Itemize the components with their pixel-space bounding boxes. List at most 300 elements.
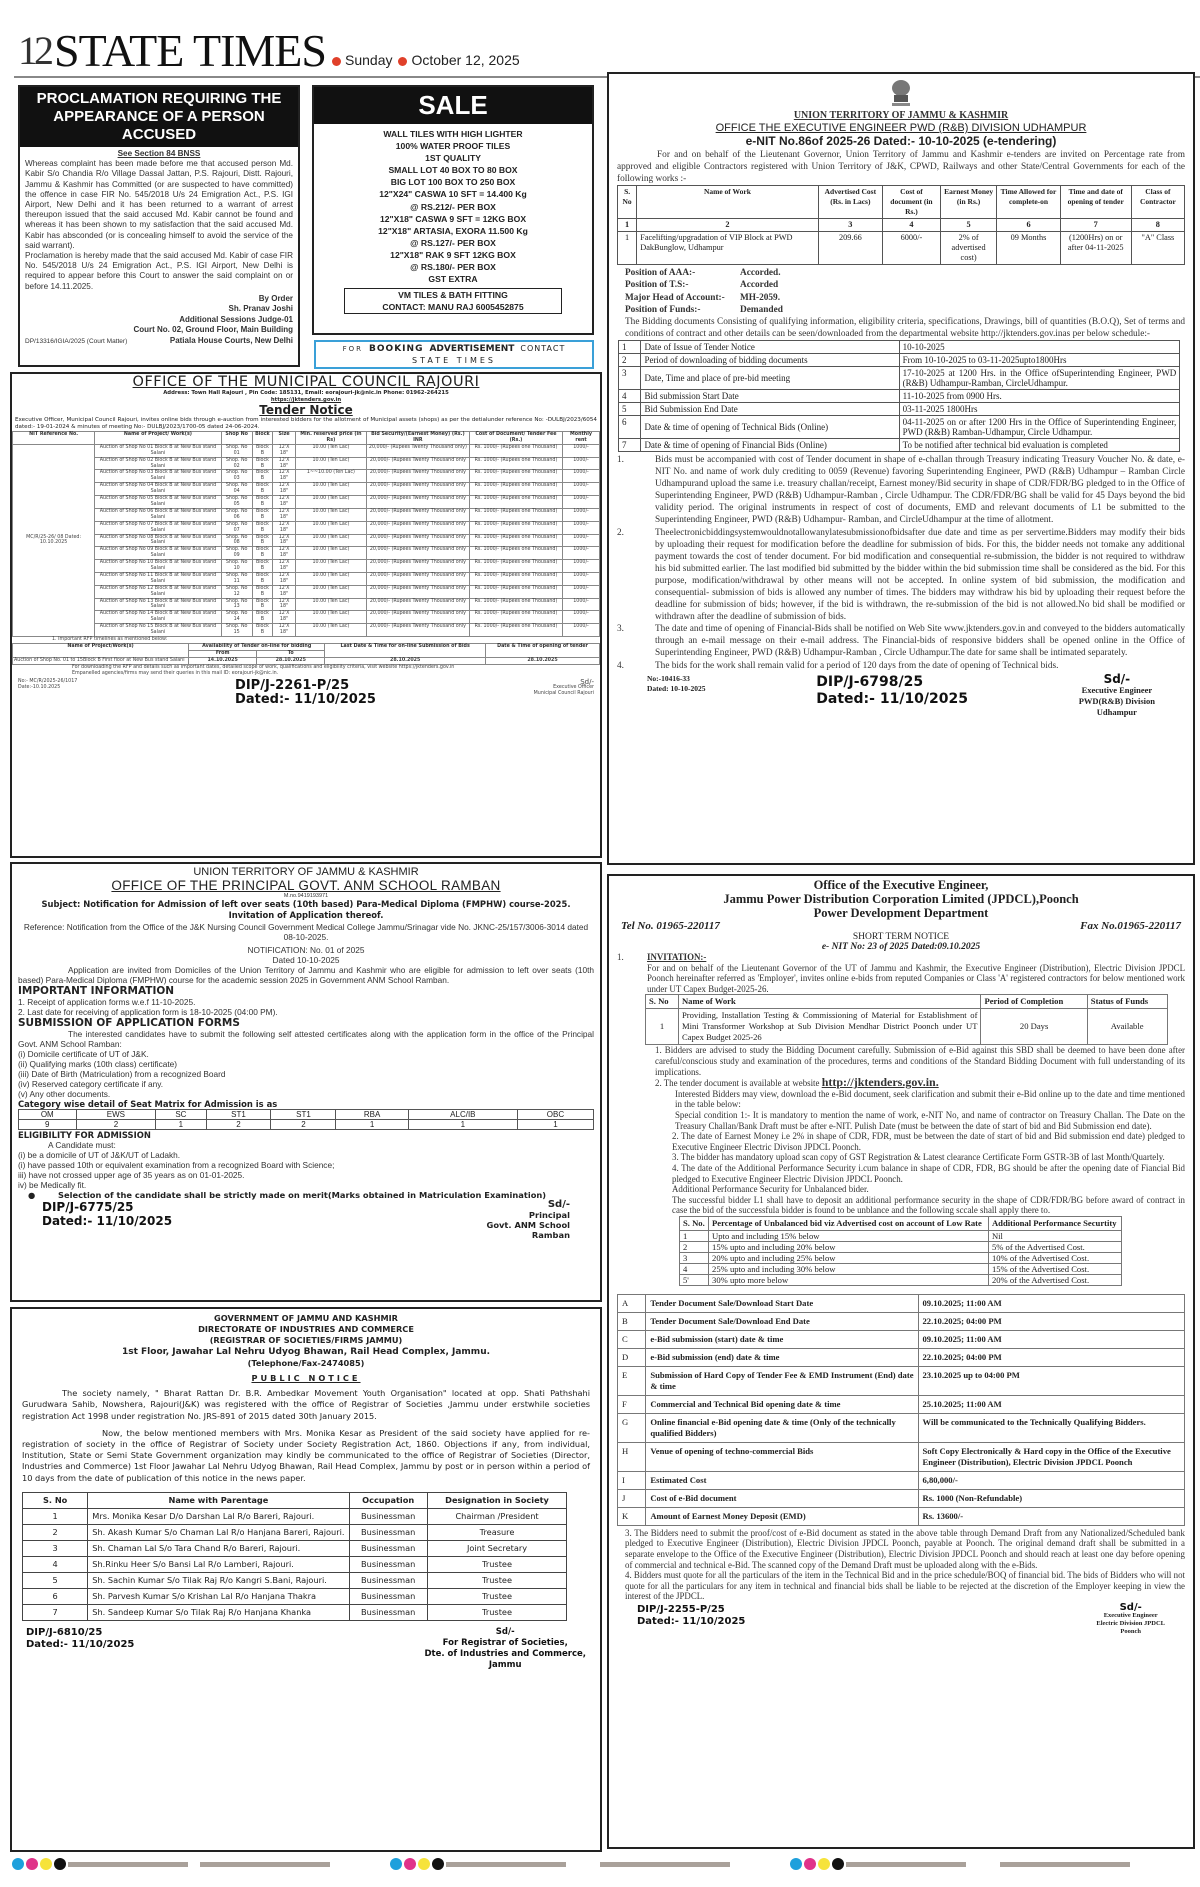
position-label: Position of Funds:- — [625, 304, 701, 315]
state-times-word: STATE TIMES — [412, 356, 496, 365]
member-sno: 1 — [23, 1508, 88, 1524]
work-cell: 1 — [618, 232, 637, 265]
newspaper-logo: STATE TIMES — [54, 25, 326, 76]
table-row — [13, 611, 600, 624]
cell-size: 12'X 18" — [273, 470, 296, 483]
cell-rent: 1000/- — [563, 496, 600, 509]
jktenders-link[interactable]: http://jktenders.gov.in. — [821, 1075, 939, 1090]
table-row — [23, 1556, 567, 1572]
anm-title: OFFICE OF THE PRINCIPAL GOVT. ANM SCHOOL RAMBAN — [111, 878, 501, 893]
cell-work: Auction of Shop No 02 Block B at New Bus stand Salani — [95, 457, 221, 470]
column-header: Monthly rent — [563, 432, 600, 445]
cell-block: Block B — [252, 496, 273, 509]
work-cell: 1 — [646, 1009, 679, 1045]
aps-cell: 15% upto and including 20% below — [709, 1241, 989, 1252]
column-number: 7 — [1060, 219, 1131, 232]
cell-rent: 1000/- — [563, 508, 600, 521]
table-row — [13, 457, 600, 470]
schedule-row — [618, 1366, 1185, 1395]
cell-cost: Rs. 1000/- (Rupees one Thousand) — [469, 560, 562, 573]
work-cell: 209.66 — [818, 232, 882, 265]
registration-line — [200, 1862, 330, 1867]
cell-shop: Shop. No 12 — [221, 585, 252, 598]
seat-count: 2 — [206, 1120, 271, 1130]
cell-shop: Shop. No 02 — [221, 457, 252, 470]
booking-advertisement-ad — [314, 340, 594, 369]
table-row — [23, 1524, 567, 1540]
cell-size: 12'X 18" — [273, 483, 296, 496]
pwd-tender-notice: UNION TERRITORY OF JAMMU & KASHMIR OFFICE THE EXECUTIVE ENGINEER PWD (R&B) DIVISION UDHAMPUR e-NIT No.86of 2025-26 Dated:- 10-10-2025 (e-tendering) For and on behalf of the Lieutenant Governor, Union Territory of Jammu and Kashmir e-tenders are invited on Percentage rate from approved and eligible Contractors registered with Union Territory of J&K, CPWD, Railways and other State/Central Governments for each of the following works :- S. No Name of Work Advertised Cost (Rs. in Lacs) Cost of document (in Rs.) Earnest Money (in Rs.) Time Allowed for complete-on Time and date of opening of tender Class of Contractor 1 2 3 4 5 6 7 8 1 Facelifting/upgradation of VIP Block at PWD DakBunglow, Udhampur 209.66 6000/- 2% of advertised cost) 09 Months (1200Hrs) on or after 04-11-2025 "A" Class Position of AAA:- Accorded. Position of T.S:- Accorded Major Head of Account:- MH-2059. Position of Funds:- Demanded The Bidding documents Consisting of qualifying information, eligibility criteria, specifications, Drawings, bill of quantities (B.O.Q), Set of terms and conditions of contract and other details can be seen/downloaded from the departmental website http://jktenders.gov.inas per below schedule:- 1 Date of Issue of Tender Notice 10-10-2025 2 Period of downloading of bidding documents From 10-10-2025 to 03-11-2025upto1800Hrs 3 Date, Time and place of pre-bid meeting 17-10-2025 at 1200 Hrs. in the Office ofSuperintending Engineer, PWD (R&B) Udhampur-Ramban, CircleUdhampur. 4 Bid submission Start Date 11-10-2025 from 0900 Hrs. 5 Bid Submission End Date 03-11-2025 1800Hrs 6 Date & time of opening of Technical Bids (Online) 04-11-2025 on or after 1200 Hrs in the Office of Superintending Engineer, PWD (R&B) Ramban-Udhampur, Circle Udhampur. 7 Date & time of opening of Financial Bids (Online) To be notified after technical bid evaluation is completed 1. Bids must be accompanied with cost of Tender document in shape of e-challan through Treasury indicating Treasury Voucher No. & date, e-NIT No. and name of work duly crediting to 0059 (Revenue) favoring Superintending Engineer, PWD (R&B) Udhampur – Ramban Circle Udhampurand upload the same i.e. treasury challan/receipt, Earnest money/Bid security in shape of CDR/FDR/BG pledged to in the Office of Superintending Engineer, PWD (R&B) Udhampur-Ramban , Circle Udhampur. The CDR/FDR/BG shall be valid for 45 Days beyond the bid validity period. The original instruments in respect of cost of documents, EMD and relevant documents of L1 be submitted to the Superintending Engineer, PWD (R&B) Udhampur- Ramban, and CircleUdhampur at the time of allotment. 2. Theelectronicbiddingsystemwouldnotallowanylatesubmissionofbidsafter due date and time as per servertime.Bidders may modify their bids by uploading their request for modification before the deadline for submission of bids. For this, the bidder needs not tomake any additional payment towards the cost of tender document. For bid modification and consequential re-submission, the bidder is not required to withdraw his bid submitted earlier. The last modified bid submitted by the bidder within the bid submission time shall be considered as the bid. For this purpose, modification/withdrawal by other means will not be accepted. In online system of bid submission, the modification and consequential- submission of bids is allowed any number of times. The bidders may withdraw his bid by uploading their request before the deadline for submission of bids; however, if the bid is withdrawn, the re-submission of the bid is not allowed.No bid shall be modified or withdrawn after the deadline of submission of bids. 3. The date and time of opening of Financial-Bids shall be notified on Web Site www.jktenders.gov.in and conveyed to the bidders automatically through an e-mail message on their e-mail address. The Financial-bids of responsive bidders shall be opened online in the Office of Superintending Engineer, PWD (R&B) Udhampur-Ramban , Circle Udhampur.The date for same shall be intimated separately. 4. The bids for the work shall remain valid for a period of 120 days from the date of opening of Technical bids. No:-10416-33 Dated: 10-10-2025 DIP/J-6798/25 Dated:- 11/10/2025 Sd/- Executive Engineer PWD(R&B) Division Udhampur — [607, 72, 1195, 865]
cell-work: Auction of Shop No 12 Block B at New Bus stand Salani — [95, 585, 221, 598]
cell-bid: 20,000/- (Rupees Twenty Thousand only — [366, 585, 469, 598]
column-header: Period of Completion — [981, 995, 1087, 1009]
members-table — [22, 1492, 567, 1621]
cell-bid: 20,000/- (Rupees Twenty Thousand only — [366, 611, 469, 624]
cell-bid: 20,000/- (Rupees Twenty Thousand only — [366, 470, 469, 483]
cell-price: 10.00 (Ten Lac) — [295, 547, 366, 560]
cell-bid: 20,000/- (Rupees Twenty Thousand only — [366, 508, 469, 521]
cell-cost: Rs. 1000/- (Rupees one Thousand) — [469, 547, 562, 560]
cell-price: 10.00 (Ten Lac) — [295, 508, 366, 521]
schedule-letter: G — [618, 1413, 646, 1442]
bullet-dot-icon — [332, 57, 341, 66]
telephone-number: Tel No. 01965-220117 — [621, 920, 720, 932]
schedule-no: 2 — [619, 353, 641, 366]
schedule-row — [618, 1507, 1185, 1525]
schedule-value: Soft Copy Electronically & Hard copy in the Office of the Executive Engineer (Distribution), Electric Division JPDCL Poonch — [918, 1442, 1185, 1471]
aps-cell: 3 — [680, 1252, 709, 1263]
schedule-row — [619, 366, 1180, 389]
nit-reference: MC/R/25-26/ 08 Dated: 10.10.2025 — [13, 444, 95, 636]
cell-cost: Rs. 1000/- (Rupees one Thousand) — [469, 572, 562, 585]
sale-line: SMALL LOT 40 BOX TO 80 BOX — [388, 165, 518, 176]
column-header: Time Allowed for complete-on — [997, 186, 1060, 219]
cell-shop: Shop. No 05 — [221, 496, 252, 509]
schedule-value: 03-11-2025 1800Hrs — [899, 402, 1180, 415]
jpdcl-work-table — [645, 994, 1168, 1045]
cell-shop: Shop. No 04 — [221, 483, 252, 496]
proclamation-para2: Proclamation is hereby made that the said accused Md. Kabir of case FIR No. 545/2018 U/s 24 Emigration Act., P.S. IGI Airport, New Delhi is required to appear before this Court to answer the said complaint on or before 14.11.2025. — [25, 251, 293, 291]
work-cell: 20 Days — [981, 1009, 1087, 1045]
booking-word: BOOKING — [369, 344, 424, 354]
clause-text: The bids for the work shall remain valid for a period of 120 days from the date of opening of Technical bids. — [655, 660, 1059, 671]
schedule-value: 17-10-2025 at 1200 Hrs. in the Office ofSuperintending Engineer, PWD (R&B) Udhampur-Ramban, CircleUdhampur. — [899, 366, 1180, 389]
schedule-label: Bid Submission End Date — [641, 402, 899, 415]
table-row — [13, 521, 600, 534]
table-row — [13, 534, 600, 547]
seat-count: 2 — [76, 1120, 156, 1130]
work-cell: Facelifting/upgradation of VIP Block at PWD DakBunglow, Udhampur — [637, 232, 818, 265]
ink-dot-icon — [12, 1858, 24, 1870]
seat-count: 9 — [19, 1120, 77, 1130]
cell-size: 12'X 18" — [273, 534, 296, 547]
cell-price: 1~~10.00 (Ten Lac) — [295, 470, 366, 483]
cell-shop: Shop. No 03 — [221, 470, 252, 483]
schedule-row — [618, 1348, 1185, 1366]
member-occupation: Businessman — [349, 1524, 427, 1540]
municipal-intro: Executive Officer, Municipal Council Rajouri, invites online bids through e-auction from interested bidders for the allotment of Municipal assets (shops) as per the detialunder reference No: -DULBJ/2023/6054 dated:- 19-01-2024 & minutes of meeting No:- DULBJ/2023/1700-05 dated 24-06-2024. — [15, 417, 597, 430]
schedule-label: Estimated Cost — [646, 1471, 918, 1489]
seat-matrix-table — [18, 1109, 594, 1130]
column-header: Size — [273, 432, 296, 445]
aps-cell: 20% of the Advertised Cost. — [988, 1274, 1121, 1285]
column-header: S. No. — [680, 1216, 709, 1230]
aps-cell: Nil — [988, 1230, 1121, 1241]
schedule-value: Rs. 13600/- — [918, 1507, 1185, 1525]
aps-cell: 25% upto and including 30% below — [709, 1263, 989, 1274]
table-row — [23, 1508, 567, 1524]
schedule-letter: C — [618, 1330, 646, 1348]
cell-work: Auction of Shop No 11 Block B at New Bus stand Salani — [95, 572, 221, 585]
cell-rent: 1000/- — [563, 547, 600, 560]
cell-shop: Shop. No 06 — [221, 508, 252, 521]
schedule-value: 23.10.2025 up to 04:00 PM — [918, 1366, 1185, 1395]
schedule-row — [618, 1413, 1185, 1442]
cell-cost: Rs. 1000/- (Rupees one Thousand) — [469, 624, 562, 637]
court-name: Patiala House Courts, New Delhi — [169, 335, 293, 345]
seat-category: OBC — [517, 1110, 593, 1120]
schedule-value: 10-10-2025 — [899, 340, 1180, 353]
schedule-label: Tender Document Sale/Download Start Date — [646, 1294, 918, 1312]
masthead-day: Sunday — [345, 52, 393, 68]
registrar-para2: Now, the below mentioned members with Mrs. Monika Kesar as President of the said society have applied for re-registration of society in the office of Registrar of Society under Society Registration Act, 1860. Objections if any, from individual, Institution, State or Semi State Government organization may kindly be communicated to the office of Registrar of Societies (Director, Industries and Commerce) 1st Floor Jawahar Lal Nehru Udyog Bhawan, Rail Head Complex, Jammu by post or in person within a period of 10 days from the date of publication of this notice in the news paper. — [22, 1427, 590, 1483]
cell-price: 10.00 (Ten Lac) — [295, 444, 366, 457]
cell-block: Block B — [252, 521, 273, 534]
schedule-value: 11-10-2025 from 0900 Hrs. — [899, 389, 1180, 402]
seat-count: 1 — [517, 1120, 593, 1130]
municipal-tender-notice: OFFICE OF THE MUNICIPAL COUNCIL RAJOURI Address: Town Hall Rajouri , Pin Code: 185131, Email: eorajouri-jk@nic.in Phone: 01962-264215 https://jktenders.gov.in Tender Notice Executive Officer, Municipal Council Rajouri, invites online bids through e-auction from interested bidders for the allotment of Municipal assets (shops) as per the detialunder reference No: -DULBJ/2023/6054 dated:- 19-01-2024 & minutes of meeting No:- DULBJ/2023/1700-05 dated 24-06-2024. NIT Reference No. Name of Project/ Work(s) Shop No Block Size Min. reserved price (in Rs) Bid Security/(Earnest Money) (Rs.) INR Cost of Document/ Tender Fee (Rs.) Monthly rent MC/R/25-26/ 08 Dated: 10.10.2025 Auction of Shop No 01 Block B at New Bus stand Salani Shop. No 01 Block B 12'X 18" 10.00 (Ten Lac) 20,000/- (Rupees Twenty Thousand only) Rs. 1000/- (Rupees one Thousand) 1000/- Auction of Shop No 02 Block B at New Bus stand Salani Shop. No 02 Block B 12'X 18" 10.00 (Ten Lac) 20,000/- (Rupees Twenty Thousand only Rs. 1000/- (Rupees one Thousand) 1000/- Auction of Shop No 03 Block B at New Bus stand Salani Shop. No 03 Block B 12'X 18" 1~~10.00 (Ten Lac) 20,000/- (Rupees Twenty Thousand only Rs. 1000/- (Rupees one Thousand) 1000/- Auction of Shop No 04 Block B at New Bus stand Salani Shop. No 04 Block B 12'X 18" 10.00 (Ten Lac) 20,000/- (Rupees Twenty Thousand only Rs. 1000/- (Rupees one Thousand) 1000/- Auction of Shop No 05 Block B at New Bus stand Salani Shop. No 05 Block B 12'X 18" 10.00 (Ten Lac) 20,000/- (Rupees Twenty Thousand only Rs. 1000/- (Rupees one Thousand) 1000/- Auction of Shop No 06 Block B at New Bus stand Salani Shop. No 06 Block B 12'X 18" 10.00 (Ten Lac) 20,000/- (Rupees Twenty Thousand only Rs. 1000/- (Rupees one Thousand) 1000/- Auction of Shop No 07 Block B at New Bus stand Salani Shop. No 07 Block B 12'X 18" 10.00 (Ten Lac) 20,000/- (Rupees Twenty Thousand only Rs. 1000/- (Rupees one Thousand) 1000/- Auction of Shop No 08 Block B at New Bus stand Salani Shop. No 08 Block B 12'X 18" 10.00 (Ten Lac) 20,000/- (Rupees Twenty Thousand only Rs. 1000/- (Rupees one Thousand) 1000/- Auction of Shop No 09 Block B at New Bus stand Salani Shop. No 09 Block B 12'X 18" 10.00 (Ten Lac) 20,000/- (Rupees Twenty Thousand only Rs. 1000/- (Rupees one Thousand) 1000/- Auction of Shop No 10 Block B at New Bus stand Salani Shop. No 10 Block B 12'X 18" 10.00 (Ten Lac) 20,000/- (Rupees Twenty Thousand only Rs. 1000/- (Rupees one Thousand) 1000/- Auction of Shop No 11 Block B at New Bus stand Salani Shop. No 11 Block B 12'X 18" 10.00 (Ten Lac) 20,000/- (Rupees Twenty Thousand only Rs. 1000/- (Rupees one Thousand) 1000/- Auction of Shop No 12 Block B at New Bus stand Salani Shop. No 12 Block B 12'X 18" 10.00 (Ten Lac) 20,000/- (Rupees Twenty Thousand only Rs. 1000/- (Rupees one Thousand) 1000/- Auction of Shop No 13 Block B at New Bus stand Salani Shop. No 13 Block B 12'X 18" 10.00 (Ten Lac) 20,000/- (Rupees Twenty Thousand only Rs. 1000/- (Rupees one Thousand) 1000/- Auction of Shop No 14 Block B at New Bus stand Salani Shop. No 14 Block B 12'X 18" 10.00 (Ten Lac) 20,000/- (Rupees Twenty Thousand only Rs. 1000/- (Rupees one Thousand) 1000/- Auction of Shop No 15 Block B at New Bus stand Salani Shop. No 15 Block B 12'X 18" 10.00 (Ten Lac) 20,000/- (Rupees Twenty Thousand only Rs. 1000/- (Rupees one Thousand) 1000/- 1. Important RFP timelines as mentioned below: Name of Project/Work(s) Availability of Tender on-line for bidding Last Date & Time for on-line Submission of Bids Date & Time of opening of tender From To Auction of Shop No. 01 to 15Block B First floor at New Bus stand Salani 14.10.2025 28.10.2025 28.10.2025 28.10.2025 For downloading the RFP and details such as important dates, detailed scope of work, qualifications and eligibility criteria, visit website https://jktenders.gov.in Empanelled agencies/firms may send their queries in this mail ID: eorajouri-jk@nic.in. No:- MC/R/2025-26/1017 Date:-10.10.2025 DIP/J-2261-P/25 Dated:- 11/10/2025 Sd/- Executive Officer Municipal Council Rajouri — [10, 372, 602, 858]
table-row — [13, 547, 600, 560]
schedule-value: 25.10.2025; 11:00 AM — [918, 1395, 1185, 1413]
seat-category: OM — [19, 1110, 77, 1120]
column-header: Additional Performance Securtity — [988, 1216, 1121, 1230]
cell-rent: 1000/- — [563, 624, 600, 637]
anm-subject: Subject: Notification for Admission of left over seats (10th based) Para-Medical Diploma (FMPHW) course-2025. Invitation of Application thereof. — [41, 899, 571, 920]
cell-block: Block B — [252, 585, 273, 598]
schedule-no: 6 — [619, 415, 641, 438]
registration-mark — [600, 1855, 730, 1873]
aps-cell: 15% of the Advertised Cost. — [988, 1263, 1121, 1274]
cell-price: 10.00 (Ten Lac) — [295, 624, 366, 637]
masthead-date: October 12, 2025 — [411, 52, 520, 68]
cell-size: 12'X 18" — [273, 572, 296, 585]
seat-category: SC — [156, 1110, 206, 1120]
national-emblem-icon — [617, 78, 1185, 110]
schedule-no: 4 — [619, 389, 641, 402]
registration-mark — [390, 1855, 566, 1873]
sale-ad — [312, 85, 594, 335]
schedule-row — [618, 1442, 1185, 1471]
cell-price: 10.00 (Ten Lac) — [295, 560, 366, 573]
position-value: Accorded — [740, 280, 779, 291]
member-name: Sh. Akash Kumar S/o Chaman Lal R/o Hanjana Bareri, Rajouri. — [88, 1524, 349, 1540]
schedule-row — [618, 1395, 1185, 1413]
jpdcl-schedule-table — [617, 1294, 1185, 1526]
member-sno: 3 — [23, 1540, 88, 1556]
jpdcl-enit: e- NIT No: 23 of 2025 Dated:09.10.2025 — [821, 942, 981, 952]
column-header: Name with Parentage — [88, 1492, 349, 1508]
contact-word: CONTACT — [520, 344, 566, 353]
cell-size: 12'X 18" — [273, 598, 296, 611]
registration-line — [600, 1862, 730, 1867]
sale-lines — [314, 124, 592, 285]
municipal-title: OFFICE OF THE MUNICIPAL COUNCIL RAJOURI — [132, 374, 480, 390]
registration-line — [446, 1862, 566, 1867]
cell-size: 12'X 18" — [273, 521, 296, 534]
table-row — [23, 1540, 567, 1556]
column-header: Name of Project/ Work(s) — [95, 432, 221, 445]
registration-mark — [1000, 1855, 1130, 1873]
member-designation: Joint Secretary — [427, 1540, 566, 1556]
table-row — [13, 470, 600, 483]
cell-cost: Rs. 1000/- (Rupees one Thousand) — [469, 496, 562, 509]
member-name: Sh. Sachin Kumar S/o Tilak Raj R/o Kangri S.Bani, Rajouri. — [88, 1572, 349, 1588]
schedule-letter: D — [618, 1348, 646, 1366]
sale-line: 1ST QUALITY — [425, 153, 481, 164]
cell-bid: 20,000/- (Rupees Twenty Thousand only — [366, 547, 469, 560]
cell-rent: 1000/- — [563, 572, 600, 585]
schedule-no: 5 — [619, 402, 641, 415]
cell-bid: 20,000/- (Rupees Twenty Thousand only — [366, 598, 469, 611]
column-header: Name of Work — [637, 186, 818, 219]
registration-mark — [12, 1855, 188, 1873]
schedule-value: 09.10.2025; 11:00 AM — [918, 1330, 1185, 1348]
ink-dot-icon — [26, 1858, 38, 1870]
column-header: Advertised Cost (Rs. in Lacs) — [818, 186, 882, 219]
cell-rent: 1000/- — [563, 611, 600, 624]
member-occupation: Businessman — [349, 1604, 427, 1620]
work-cell: 09 Months — [997, 232, 1060, 265]
shops-table — [12, 431, 600, 637]
cell-bid: 20,000/- (Rupees Twenty Thousand only) — [366, 444, 469, 457]
ink-dot-icon — [432, 1858, 444, 1870]
table-row — [13, 585, 600, 598]
column-header: Cost of document (in Rs.) — [883, 186, 941, 219]
column-number: 1 — [618, 219, 637, 232]
schedule-label: Online financial e-Bid opening date & time (Only of the technically qualified Bidders) — [646, 1413, 918, 1442]
member-occupation: Businessman — [349, 1572, 427, 1588]
aps-cell: 10% of the Advertised Cost. — [988, 1252, 1121, 1263]
dip-number: DIP/J-2255-P/25 — [637, 1604, 725, 1616]
cell-price: 10.00 (Ten Lac) — [295, 572, 366, 585]
position-label: Major Head of Account:- — [625, 292, 725, 303]
cell-size: 12'X 18" — [273, 585, 296, 598]
table-row — [680, 1230, 1122, 1241]
cell-work: Auction of Shop No 05 Block B at New Bus stand Salani — [95, 496, 221, 509]
sale-title: SALE — [314, 87, 592, 124]
cell-shop: Shop. No 01 — [221, 444, 252, 457]
schedule-value: Rs. 1000 (Non-Refundable) — [918, 1489, 1185, 1507]
cell-work: Auction of Shop No 08 Block B at New Bus stand Salani — [95, 534, 221, 547]
schedule-label: Submission of Hard Copy of Tender Fee & EMD Instrument (End) date & time — [646, 1366, 918, 1395]
schedule-letter: E — [618, 1366, 646, 1395]
member-designation: Trustee — [427, 1604, 566, 1620]
schedule-value: 04-11-2025 on or after 1200 Hrs in the Office of Superintending Engineer, PWD (R&B) Ramban-Udhampur, Circle Udhampur. — [899, 415, 1180, 438]
sale-line: BIG LOT 100 BOX TO 250 BOX — [390, 177, 516, 188]
table-row — [680, 1274, 1122, 1285]
schedule-no: 3 — [619, 366, 641, 389]
clause-no: 3. — [617, 624, 624, 635]
schedule-letter: H — [618, 1442, 646, 1471]
table-row — [680, 1252, 1122, 1263]
cell-shop: Shop. No 15 — [221, 624, 252, 637]
column-header: S. No — [646, 995, 679, 1009]
cell-work: Auction of Shop No 07 Block B at New Bus stand Salani — [95, 521, 221, 534]
fax-number: Fax No.01965-220117 — [1080, 920, 1181, 932]
cell-size: 12'X 18" — [273, 496, 296, 509]
masthead — [18, 22, 520, 74]
member-name: Sh.Rinku Heer S/o Bansi Lal R/o Lamberi, Rajouri. — [88, 1556, 349, 1572]
member-designation: Trustee — [427, 1572, 566, 1588]
cell-work: Auction of Shop No 03 Block B at New Bus stand Salani — [95, 470, 221, 483]
table-row — [13, 572, 600, 585]
court-address: Court No. 02, Ground Floor, Main Building — [133, 325, 293, 335]
schedule-value: To be notified after technical bid evaluation is completed — [899, 438, 1180, 451]
schedule-label: Date & time of opening of Financial Bids (Online) — [641, 438, 899, 451]
cell-price: 10.00 (Ten Lac) — [295, 457, 366, 470]
ink-dot-icon — [804, 1858, 816, 1870]
schedule-row — [619, 402, 1180, 415]
page-number: 12 — [18, 28, 50, 73]
schedule-row — [619, 340, 1180, 353]
position-row — [625, 279, 1185, 291]
ink-dot-icon — [390, 1858, 402, 1870]
dip-number: DIP/J-6775/25 — [42, 1200, 134, 1214]
pwd-schedule-table — [618, 340, 1180, 452]
sale-line: GST EXTRA — [428, 274, 478, 285]
member-designation: Trustee — [427, 1588, 566, 1604]
cell-rent: 1000/- — [563, 444, 600, 457]
work-cell: 2% of advertised cost) — [940, 232, 997, 265]
proclamation-para1: Whereas complaint has been made before me that accused person Md. Kabir S/o Chandia R/o Village Dassal Jattan, P.S. Rajouri, Distt. Rajouri, Jammu & Kashmir has Committed (or are suspected to have committed) the offence in case FIR No. 545/2018 U/s 24 Emigration Act., P.S. IGI Airport, New Delhi and it has been returned to a warrant of arrest thereupon issued that the said accused Md. Kabir cannot be found and whereas it has been shown to my satisfaction that the said accused Md. Kabir has absconded (or is concealing himself to avoid the service of the said warrant). — [25, 159, 293, 250]
schedule-value: From 10-10-2025 to 03-11-2025upto1800Hrs — [899, 353, 1180, 366]
cell-work: Auction of Shop No 13 Block B at New Bus stand Salani — [95, 598, 221, 611]
booking-for: FOR — [342, 345, 364, 353]
cell-cost: Rs. 1000/- (Rupees one Thousand) — [469, 483, 562, 496]
aps-cell: 2 — [680, 1241, 709, 1252]
column-header: Cost of Document/ Tender Fee (Rs.) — [469, 432, 562, 445]
position-value: MH-2059. — [740, 292, 781, 303]
clause — [617, 454, 1185, 527]
cell-block: Block B — [252, 508, 273, 521]
position-value: Accorded. — [740, 268, 781, 279]
cell-rent: 1000/- — [563, 534, 600, 547]
proclamation-notice: PROCLAMATION REQUIRING THE APPEARANCE OF A PERSON ACCUSED See Section 84 BNSS Whereas complaint has been made before me that accused person Md. Kabir S/o Chandia R/o Village Dassal Jattan, P.S. Rajouri, Distt. Rajouri, Jammu & Kashmir has Committed (or are suspected to have committed) the offence in case FIR No. 545/2018 U/s 24 Emigration Act., P.S. IGI Airport, New Delhi and it has been returned to a warrant of arrest thereupon issued that the said accused Md. Kabir cannot be found and whereas it has been shown to my satisfaction that the said accused Md. Kabir has absconded (or is concealing himself to avoid the service of the said warrant). Proclamation is hereby made that the said accused Md. Kabir of case FIR No. 545/2018 U/s 24 Emigration Act., P.S. IGI Airport, New Delhi is required to appear before this Court to answer the said complaint on or before 14.11.2025. By Order Sh. Pranav Joshi Additional Sessions Judge-01 Court No. 02, Ground Floor, Main Building DP/13316/IGIA/2025 (Court Matter) Patiala House Courts, New Delhi — [18, 85, 300, 367]
dip-number: DIP/J-6810/25 — [26, 1626, 103, 1638]
column-header: Percentage of Unbalanced bid viz Advertised cost on account of Low Rate — [709, 1216, 989, 1230]
anm-school-notice: UNION TERRITORY OF JAMMU & KASHMIR OFFICE OF THE PRINCIPAL GOVT. ANM SCHOOL RAMBAN M.no.9419193971 Subject: Notification for Admission of left over seats (10th based) Para-Medical Diploma (FMPHW) course-2025. Invitation of Application thereof. Reference: Notification from the Office of the J&K Nursing Council Government Medical College Jammu/Srinagar vide No. JKNC-25/157/3006-3014 dated 08-10-2025. NOTIFICATION: No. 01 of 2025 Dated 10-10-2025 Application are invited from Domiciles of the Union Territory of Jammu and Kashmir who are eligible for admission to left over seats (10th based) Para-Medical Diploma (FMPHW) course for the academic session 2025 in Government ANM School Ramban. IMPORTANT INFORMATION 1. Receipt of application forms w.e.f 11-10-2025. 2. Last date for receiving of application form is 18-10-2025 (04:00 PM). SUBMISSION OF APPLICATION FORMS The interested candidates have to submit the following self attested certificates along with the application form in the office of the Principal Govt. ANM School Ramban: (i) Domicile certificate of UT of J&K. (ii) Qualifying marks (10th class) certificate) (iii) Date of Birth (Matriculation) from a recognized Board (iv) Reserved category certificate if any. (v) Any other documents. Category wise detail of Seat Matrix for Admission is as OM EWS SC ST1 ST1 RBA ALC/IB OBC 9 2 1 2 2 1 1 1 ELIGIBILITY FOR ADMISSION A Candidate must: (i) be a domicile of UT of J&K/UT of Ladakh. (i) have passed 10th or equivalent examination from a recognized Board with Science; iii) have not crossed upper age of 35 years as on 01-01-2025. iv) be Medically fit. ● Selection of the candidate shall be strictly made on merit(Marks obtained in Matriculation Examination) DIP/J-6775/25 Dated:- 11/10/2025 Sd/- Principal Govt. ANM School Ramban — [10, 862, 602, 1302]
table-row — [23, 1604, 567, 1620]
ink-dot-icon — [418, 1858, 430, 1870]
cell-work: Auction of Shop No 06 Block B at New Bus stand Salani — [95, 508, 221, 521]
member-occupation: Businessman — [349, 1540, 427, 1556]
member-name: Sh. Sandeep Kumar S/o Tilak Raj R/o Hanjana Khanka — [88, 1604, 349, 1620]
member-name: Mrs. Monika Kesar D/o Darshan Lal R/o Bareri, Rajouri. — [88, 1508, 349, 1524]
sale-line: WALL TILES WITH HIGH LIGHTER — [383, 129, 523, 139]
column-header: Min. reserved price (in Rs) — [295, 432, 366, 445]
position-row — [625, 292, 1185, 304]
aps-cell: 20% upto and including 25% below — [709, 1252, 989, 1263]
schedule-label: e-Bid submission (end) date & time — [646, 1348, 918, 1366]
table-row — [13, 560, 600, 573]
municipal-website-link[interactable]: https://jktenders.gov.in — [270, 397, 342, 403]
cell-price: 10.00 (Ten Lac) — [295, 534, 366, 547]
proclamation-section: See Section 84 BNSS — [117, 149, 201, 158]
column-number: 3 — [818, 219, 882, 232]
cell-rent: 1000/- — [563, 457, 600, 470]
sale-line: 12"X18" CASWA 9 SFT = 12KG BOX — [379, 213, 527, 224]
aps-cell: 1 — [680, 1230, 709, 1241]
schedule-value: 09.10.2025; 11:00 AM — [918, 1294, 1185, 1312]
column-header: S. No — [23, 1492, 88, 1508]
cell-block: Block B — [252, 560, 273, 573]
ink-dot-icon — [790, 1858, 802, 1870]
position-row — [625, 304, 1185, 316]
work-cell: "A" Class — [1131, 232, 1184, 265]
clause-no: 2. — [617, 527, 624, 538]
sale-line: 12"X18" ARTASIA, EXORA 11.500 Kg — [378, 225, 528, 236]
schedule-label: Tender Document Sale/Download End Date — [646, 1312, 918, 1330]
cell-shop: Shop. No 09 — [221, 547, 252, 560]
bullet-dot-icon — [398, 57, 407, 66]
seat-count: 1 — [336, 1120, 408, 1130]
work-cell: 6000/- — [883, 232, 941, 265]
dip-number: DIP/J-2261-P/25 — [235, 677, 350, 693]
cell-cost: Rs. 1000/- (Rupees one Thousand) — [469, 534, 562, 547]
schedule-value: 22.10.2025; 04:00 PM — [918, 1312, 1185, 1330]
cell-rent: 1000/- — [563, 598, 600, 611]
member-sno: 2 — [23, 1524, 88, 1540]
cell-work: Auction of Shop No 10 Block B at New Bus stand Salani — [95, 560, 221, 573]
cell-work: Auction of Shop No 01 Block B at New Bus stand Salani — [95, 444, 221, 457]
table-row — [23, 1572, 567, 1588]
schedule-row — [619, 353, 1180, 366]
member-occupation: Businessman — [349, 1556, 427, 1572]
schedule-label: Date & time of opening of Technical Bids (Online) — [641, 415, 899, 438]
clause-no: 4. — [617, 660, 624, 671]
schedule-label: Commercial and Technical Bid opening date & time — [646, 1395, 918, 1413]
schedule-letter: B — [618, 1312, 646, 1330]
cell-cost: Rs. 1000/- (Rupees one Thousand) — [469, 457, 562, 470]
member-designation: Trustee — [427, 1556, 566, 1572]
member-name: Sh. Parvesh Kumar S/o Krishan Lal R/o Hanjana Thakra — [88, 1588, 349, 1604]
pwd-enit: e-NIT No.86of 2025-26 Dated:- 10-10-2025 (e-tendering) — [745, 134, 1057, 149]
schedule-label: Date, Time and place of pre-bid meeting — [641, 366, 899, 389]
cell-shop: Shop. No 07 — [221, 521, 252, 534]
member-sno: 4 — [23, 1556, 88, 1572]
member-sno: 5 — [23, 1572, 88, 1588]
position-row — [625, 267, 1185, 279]
cell-block: Block B — [252, 611, 273, 624]
cell-bid: 20,000/- (Rupees Twenty Thousand only — [366, 457, 469, 470]
schedule-row — [618, 1489, 1185, 1507]
cell-size: 12'X 18" — [273, 611, 296, 624]
cell-block: Block B — [252, 534, 273, 547]
column-header: Bid Security/(Earnest Money) (Rs.) INR — [366, 432, 469, 445]
column-header: Block — [252, 432, 273, 445]
registration-mark — [200, 1855, 330, 1873]
clause-text: Bids must be accompanied with cost of Tender document in shape of e-challan through Treasury indicating Treasury Voucher No. & date, e-NIT No. and name of work duly crediting to 0059 (Revenue) favoring Superintending Engineer, PWD (R&B) Udhampur – Ramban Circle Udhampurand upload the same i.e. treasury challan/receipt, Earnest money/Bid security in shape of CDR/FDR/BG pledged to in the Office of Superintending Engineer, PWD (R&B) Udhampur-Ramban , Circle Udhampur. The CDR/FDR/BG shall be valid for 45 Days beyond the bid validity period. The original instruments in respect of cost of documents, EMD and relevant documents of L1 be submitted to the Superintending Engineer, PWD (R&B) Udhampur- Ramban, and CircleUdhampur at the time of allotment. — [655, 454, 1185, 526]
schedule-value: Will be communicated to the Technically Qualifying Bidders. — [918, 1413, 1185, 1442]
cell-rent: 1000/- — [563, 585, 600, 598]
column-header: Designation in Society — [427, 1492, 566, 1508]
member-sno: 7 — [23, 1604, 88, 1620]
cell-rent: 1000/- — [563, 483, 600, 496]
registration-line — [68, 1862, 188, 1867]
sale-contact: VM TILES & BATH FITTING CONTACT: MANU RAJ 6005452875 — [344, 288, 562, 314]
cell-bid: 20,000/- (Rupees Twenty Thousand only — [366, 483, 469, 496]
sale-line: 12"X18" RAK 9 SFT 12KG BOX — [390, 249, 516, 260]
